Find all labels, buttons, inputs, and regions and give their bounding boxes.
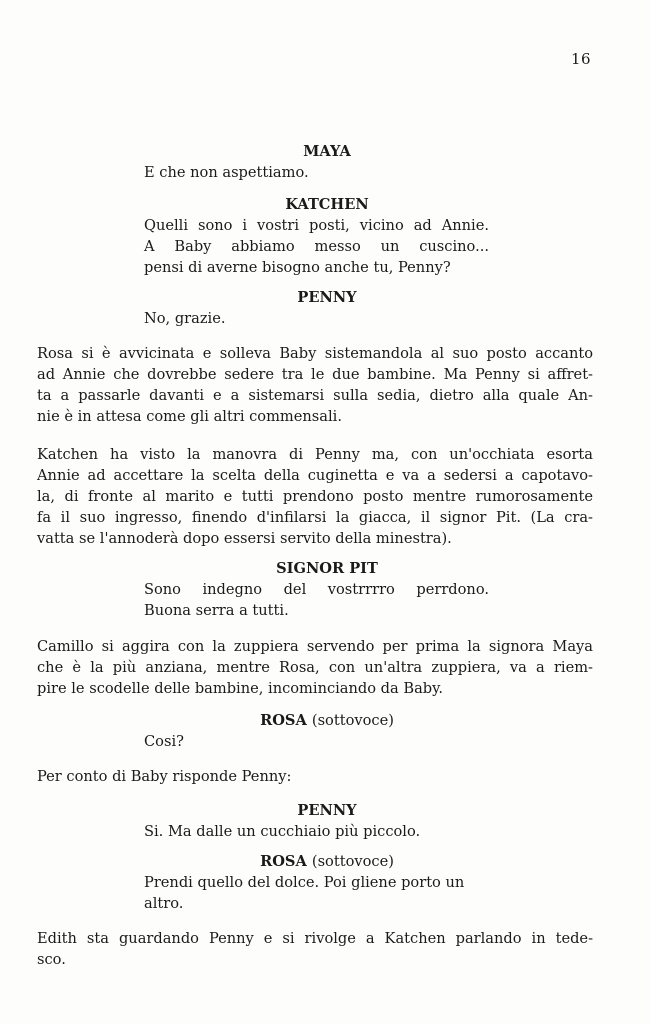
speaker-name: ROSA [260, 712, 307, 729]
speaker-name: MAYA [303, 143, 351, 160]
dialogue-penny [37, 288, 593, 329]
paragraph-line: pire le scodelle delle bambine, incominciando da Baby. [37, 680, 444, 697]
dialogue-line: altro. [144, 895, 184, 912]
dialogue-line: Si. Ma dalle un cucchiaio più piccolo. [144, 823, 421, 840]
speaker-name: PENNY [297, 289, 357, 306]
dialogue-rosa [37, 852, 593, 914]
action-paragraph [37, 636, 593, 699]
dialogue-line: No, grazie. [144, 310, 226, 327]
dialogue-maya [37, 142, 593, 183]
speaker-name: ROSA [260, 853, 307, 870]
dialogue-line: Sono indegno del vostrrrro perrdono. [144, 581, 489, 598]
stage-direction: (sottovoce) [311, 853, 394, 870]
paragraph-line: Edith sta guardando Penny e si rivolge a Katchen parlando in tede- [37, 930, 593, 947]
dialogue-line: Cosi? [144, 733, 184, 750]
speaker-line [37, 852, 593, 872]
action-paragraph [37, 444, 593, 549]
paragraph-line: Camillo si aggira con la zuppiera servendo per prima la signora Maya [37, 638, 593, 655]
action-paragraph [37, 343, 593, 427]
dialogue-rosa [37, 711, 593, 752]
dialogue-line: A Baby abbiamo messo un cuscino... [144, 238, 489, 255]
speaker-line [37, 711, 593, 731]
dialogue-line: Prendi quello del dolce. Poi gliene porto un [144, 874, 465, 891]
speaker-name: PENNY [297, 802, 357, 819]
page-number: 16 [571, 50, 592, 68]
stage-direction: (sottovoce) [311, 712, 394, 729]
dialogue-katchen [37, 195, 593, 278]
paragraph-line: Katchen ha visto la manovra di Penny ma, con un'occhiata esorta [37, 446, 593, 463]
paragraph-line: la, di fronte al marito e tutti prendono posto mentre rumorosamente [37, 488, 593, 505]
dialogue-line: pensi di averne bisogno anche tu, Penny? [144, 259, 451, 276]
dialogue-line: E che non aspettiamo. [144, 164, 309, 181]
paragraph-line: ta a passarle davanti e a sistemarsi sulla sedia, dietro alla quale An- [37, 387, 593, 404]
paragraph-line: vatta se l'annoderà dopo essersi servito della minestra). [37, 530, 452, 547]
speaker-name: SIGNOR PIT [276, 560, 378, 577]
paragraph-line: ad Annie che dovrebbe sedere tra le due bambine. Ma Penny si affret- [37, 366, 593, 383]
paragraph-line: Annie ad accettare la scelta della cuginetta e va a sedersi a capotavo- [37, 467, 593, 484]
paragraph-line: nie è in attesa come gli altri commensali. [37, 408, 342, 425]
paragraph-line: sco. [37, 951, 66, 968]
paragraph-line: che è la più anziana, mentre Rosa, con un'altra zuppiera, va a riem- [37, 659, 593, 676]
action-paragraph [37, 766, 593, 787]
dialogue-signor-pit [37, 559, 593, 621]
dialogue-line: Quelli sono i vostri posti, vicino ad Annie. [144, 217, 489, 234]
paragraph-line: Rosa si è avvicinata e solleva Baby sistemandola al suo posto accanto [37, 345, 593, 362]
dialogue-line: Buona serra a tutti. [144, 602, 289, 619]
speaker-name: KATCHEN [285, 196, 369, 213]
paragraph-line: Per conto di Baby risponde Penny: [37, 768, 292, 785]
script-body [37, 142, 593, 970]
paragraph-line: fa il suo ingresso, finendo d'infilarsi la giacca, il signor Pit. (La cra- [37, 509, 593, 526]
dialogue-penny [37, 801, 593, 842]
action-paragraph [37, 928, 593, 970]
